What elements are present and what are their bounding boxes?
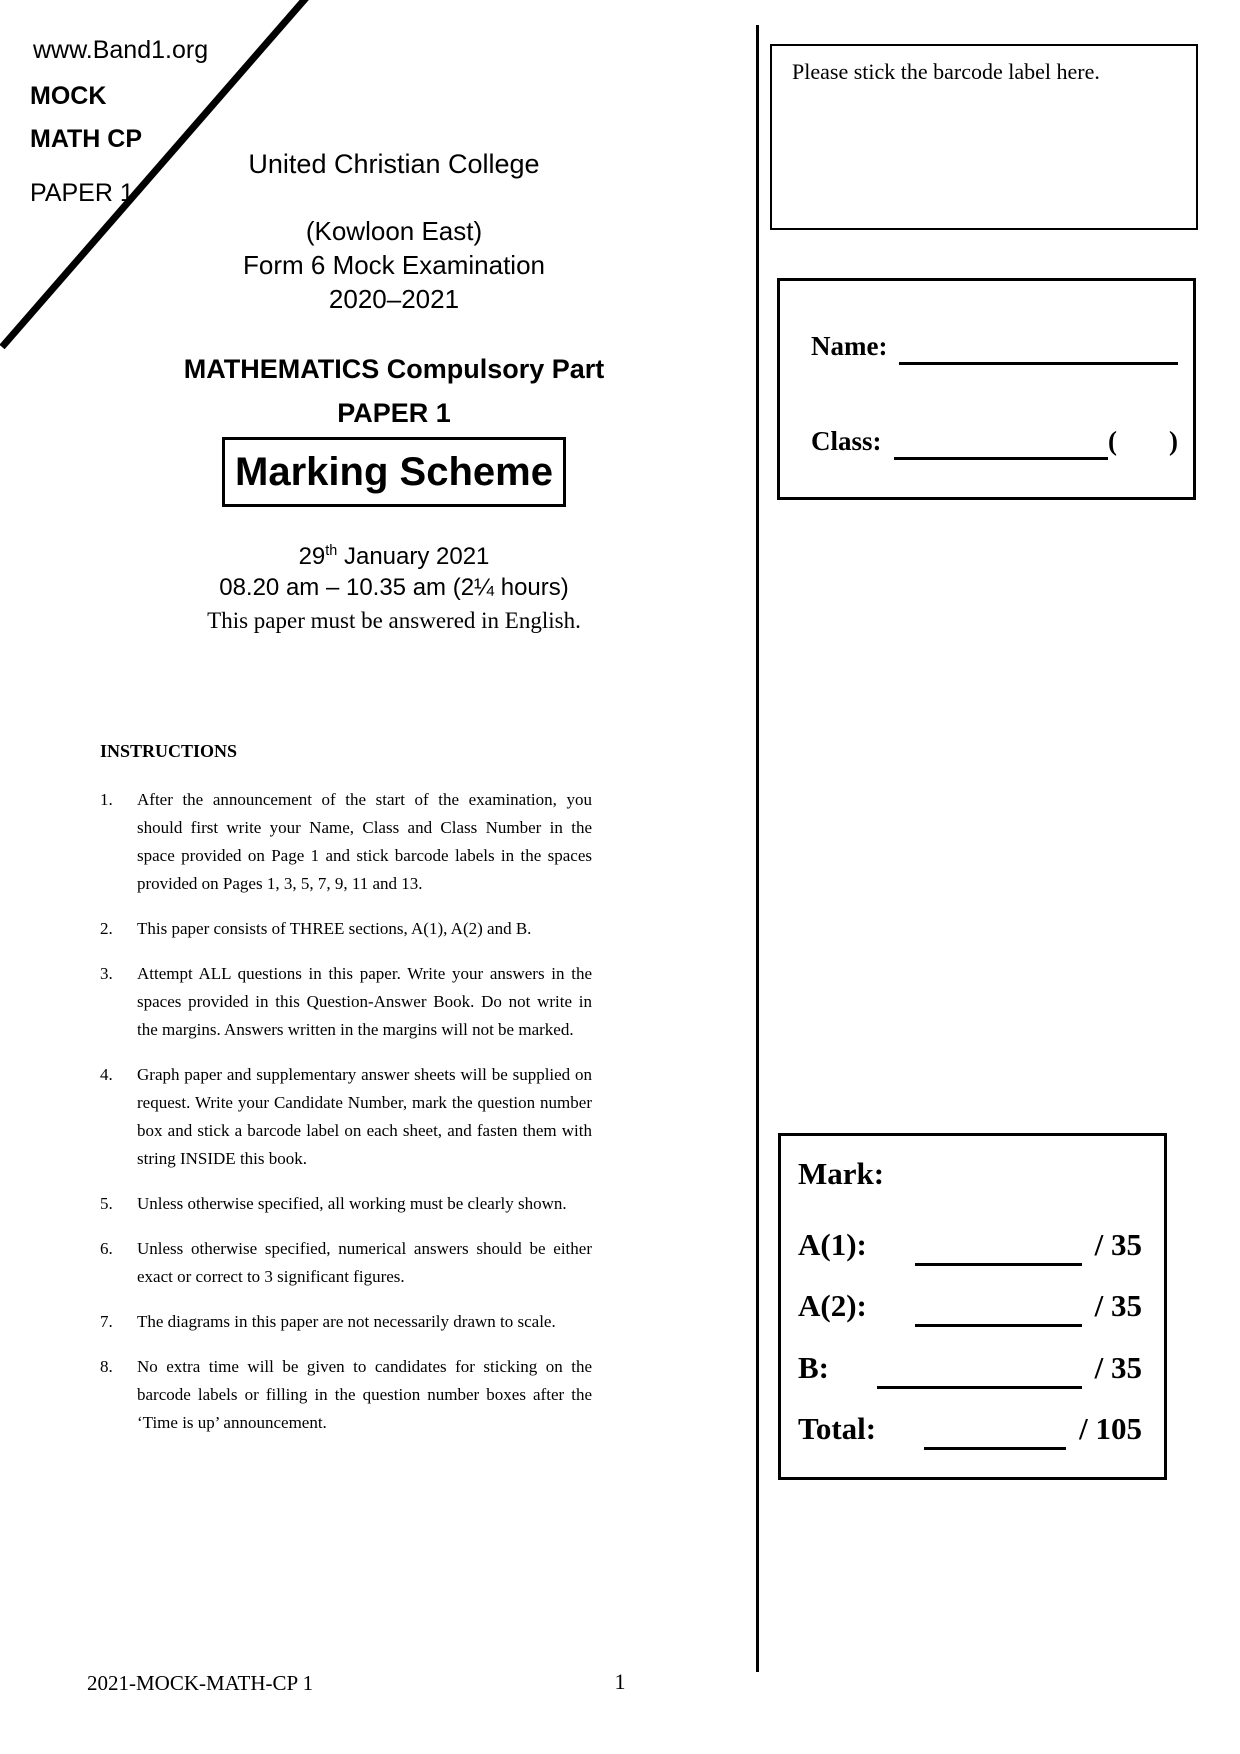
school-name: United Christian College (248, 149, 540, 179)
exam-date (58, 543, 730, 571)
footer-page-number: 1 (614, 1669, 626, 1694)
subject-title: MATHEMATICS Compulsory Part (183, 354, 605, 384)
instruction-number: 3. (100, 964, 113, 983)
mark-title: Mark: (798, 1156, 885, 1191)
class-number-paren-close: ) (1169, 426, 1178, 456)
class-label: Class: (811, 426, 882, 456)
name-row (811, 325, 1178, 365)
exam-date-rest: January 2021 (337, 543, 490, 570)
instruction-number: 4. (100, 1065, 113, 1084)
instruction-text: Graph paper and supplementary answer sheets will be supplied on request. Write your Candidate Number, mark the question number box and stick a barcode label on each sheet, and fasten them with string INSIDE this book. (137, 1065, 592, 1168)
instruction-item (100, 960, 592, 1044)
instruction-number: 7. (100, 1312, 113, 1331)
class-number-paren-open: ( (1108, 426, 1117, 456)
mark-row-a2 (798, 1283, 1142, 1327)
mark-row-denominator: / 35 (1094, 1350, 1142, 1385)
mark-row-label: Total: (798, 1411, 877, 1446)
instructions-list (100, 786, 592, 1454)
name-blank-line (899, 362, 1178, 365)
mark-row-denominator: / 105 (1079, 1411, 1142, 1446)
language-note: This paper must be answered in English. (207, 608, 581, 633)
instruction-number: 5. (100, 1194, 113, 1213)
school-campus: (Kowloon East) (305, 216, 483, 246)
mark-row-a1 (798, 1222, 1142, 1266)
mark-blank-line (915, 1324, 1082, 1327)
instruction-text: Unless otherwise specified, all working must be clearly shown. (137, 1194, 567, 1213)
instructions-heading: INSTRUCTIONS (100, 741, 238, 761)
mark-row-label: A(1): (798, 1227, 867, 1262)
name-class-box (777, 278, 1196, 500)
mark-row-total (798, 1406, 1142, 1450)
marking-scheme-box-wrap (58, 437, 730, 507)
corner-label-mock: MOCK (30, 82, 107, 110)
instruction-item (100, 1353, 592, 1437)
footer-paper-code: 2021-MOCK-MATH-CP 1 (87, 1671, 314, 1695)
mark-row-b (798, 1345, 1142, 1389)
exam-date-ordinal: th (325, 543, 338, 559)
mark-row-label: A(2): (798, 1288, 867, 1323)
mark-row-label: B: (798, 1350, 829, 1385)
watermark-url: www.Band1.org (33, 36, 209, 64)
mark-blank-line (877, 1386, 1082, 1389)
instruction-text: After the announcement of the start of the examination, you should first write your Name, Class and Class Number in the space provided on Page 1 and stick barcode labels in the spaces provided on Pages 1, 3, 5, 7, 9, 11 and 13. (137, 790, 592, 893)
marking-scheme-title: Marking Scheme (222, 437, 566, 507)
margin-divider-line (756, 25, 759, 1672)
instruction-number: 1. (100, 790, 113, 809)
instruction-item (100, 1308, 592, 1336)
exam-date-day: 29 (298, 543, 326, 570)
name-label: Name: (811, 331, 888, 361)
mark-blank-line (915, 1263, 1082, 1266)
instruction-text: This paper consists of THREE sections, A(1), A(2) and B. (137, 919, 532, 938)
instruction-number: 8. (100, 1357, 113, 1376)
instruction-text: Attempt ALL questions in this paper. Write your answers in the spaces provided in this Question-Answer Book. Do not write in the margins. Answers written in the margins will not be marked. (137, 964, 592, 1039)
class-blank-line (894, 457, 1108, 460)
instruction-item (100, 786, 592, 898)
instruction-text: The diagrams in this paper are not necessarily drawn to scale. (137, 1312, 556, 1331)
mark-summary-box (778, 1133, 1167, 1480)
instruction-item (100, 1061, 592, 1173)
instruction-item (100, 915, 592, 943)
exam-time: 08.20 am – 10.35 am (2¼ hours) (219, 574, 569, 601)
instruction-item (100, 1190, 592, 1218)
corner-label-subject: MATH CP (30, 125, 143, 153)
mark-blank-line (924, 1447, 1066, 1450)
mark-row-denominator: / 35 (1094, 1288, 1142, 1323)
instruction-text: Unless otherwise specified, numerical answers should be either exact or correct to 3 significant figures. (137, 1239, 592, 1286)
exam-years: 2020–2021 (328, 284, 460, 314)
exam-name: Form 6 Mock Examination (243, 250, 545, 280)
class-row (811, 420, 1178, 460)
instruction-number: 2. (100, 919, 113, 938)
instruction-item (100, 1235, 592, 1291)
barcode-box-label: Please stick the barcode label here. (792, 59, 1100, 84)
paper-title: PAPER 1 (337, 398, 451, 428)
instruction-number: 6. (100, 1239, 113, 1258)
corner-label-paper: PAPER 1 (30, 179, 134, 207)
mark-row-denominator: / 35 (1094, 1227, 1142, 1262)
barcode-box (770, 44, 1198, 230)
instruction-text: No extra time will be given to candidates for sticking on the barcode labels or filling in the question number boxes after the ‘Time is up’ announcement. (137, 1357, 592, 1432)
